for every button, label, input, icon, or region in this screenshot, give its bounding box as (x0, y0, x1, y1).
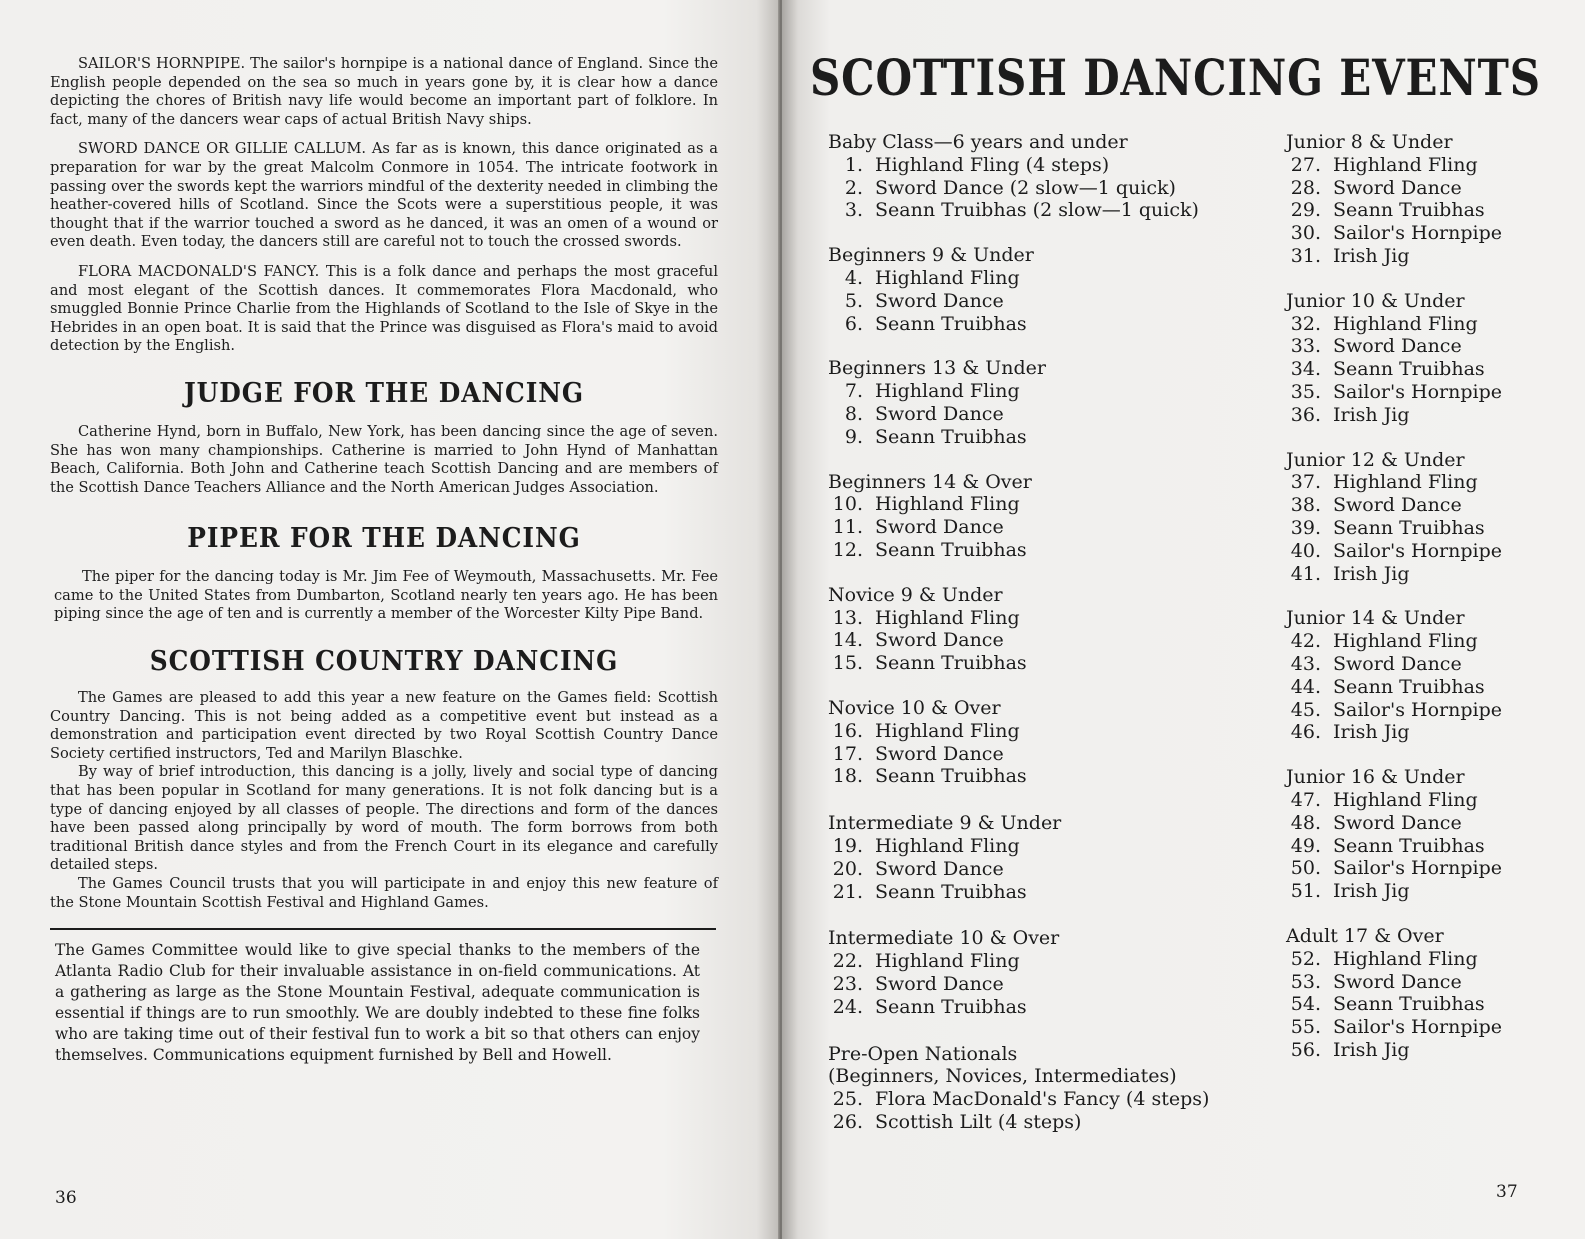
event-number: 47. (1290, 788, 1321, 811)
event-name: Seann Truibhas (875, 538, 1027, 561)
event-name: Seann Truibhas (875, 312, 1027, 335)
event-name: Sailor's Hornpipe (1333, 539, 1503, 562)
event-number: 36. (1290, 403, 1321, 426)
event-name: Highland Fling (875, 834, 1020, 857)
event-item (828, 652, 1268, 675)
event-number: 39. (1290, 516, 1321, 539)
event-item (828, 743, 1268, 766)
event-number: 22. (832, 950, 863, 973)
event-group-title: Junior 14 & Under (1286, 607, 1465, 630)
left-page (0, 0, 780, 1239)
event-group (828, 357, 1268, 448)
event-number: 41. (1290, 562, 1321, 585)
event-group (828, 471, 1268, 562)
event-item (1286, 154, 1576, 177)
country-dancing-paragraph-1: The Games are pleased to add this year a new feature on the Games field: Scottish Country Dancing. This is not being added as a competitive event but instead as a demonstration and participation event directed by two Royal Scottish Country Dance Society certified instructors, Ted and Marilyn Blaschke. (50, 689, 718, 762)
event-item (1286, 630, 1576, 653)
divider-rule (50, 928, 716, 930)
event-name: Highland Fling (1333, 153, 1478, 176)
event-name: Sword Dance (875, 972, 1004, 995)
event-item (828, 835, 1268, 858)
event-name: Highland Fling (875, 719, 1020, 742)
event-group-title: Junior 12 & Under (1286, 448, 1465, 471)
event-group-title: Intermediate 9 & Under (828, 812, 1062, 835)
event-group-title: Adult 17 & Over (1286, 924, 1444, 947)
event-name: Irish Jig (1333, 244, 1410, 267)
event-number: 24. (832, 995, 863, 1018)
event-name: Seann Truibhas (1333, 516, 1485, 539)
event-name: Highland Fling (875, 380, 1020, 403)
event-number: 15. (832, 652, 863, 675)
country-dancing-heading: SCOTTISH COUNTRY DANCING (149, 646, 619, 678)
event-group (1286, 925, 1576, 1062)
event-group (1286, 449, 1576, 586)
event-number: 53. (1290, 970, 1321, 993)
page-number-left: 36 (55, 1188, 77, 1208)
event-item (1286, 222, 1576, 245)
event-item (1286, 177, 1576, 200)
event-item (1286, 812, 1576, 835)
event-item (828, 629, 1268, 652)
event-item (828, 493, 1268, 516)
event-group-title: Novice 10 & Over (828, 696, 1001, 719)
event-group (828, 131, 1268, 222)
event-number: 4. (844, 266, 863, 289)
event-name: Sailor's Hornpipe (1333, 222, 1503, 245)
event-item (1286, 313, 1576, 336)
event-item (1286, 789, 1576, 812)
event-item (1286, 880, 1576, 903)
event-number: 33. (1290, 335, 1321, 358)
event-name: Sword Dance (875, 629, 1004, 652)
event-number: 44. (1290, 675, 1321, 698)
flora-macdonald-paragraph: FLORA MACDONALD'S FANCY. This is a folk dance and perhaps the most graceful and most elegant of the Scottish dances. It commemorates Flora Macdonald, who smuggled Bonnie Prince Charlie from the Highlands of Scotland to the Isle of Skye in the Hebrides in an open boat. It is said that the Prince was disguised as Flora's maid to avoid detection by the English. (50, 262, 718, 355)
event-name: Irish Jig (1333, 1038, 1410, 1061)
event-number: 17. (832, 742, 863, 765)
event-name: Sword Dance (2 slow—1 quick) (875, 176, 1176, 199)
event-name: Seann Truibhas (1333, 675, 1485, 698)
event-number: 10. (832, 493, 863, 516)
event-item (828, 881, 1268, 904)
event-name: Sword Dance (1333, 652, 1462, 675)
event-group (1286, 766, 1576, 903)
sailors-hornpipe-paragraph: SAILOR'S HORNPIPE. The sailor's hornpipe is a national dance of England. Since the English people depended on the sea so much in years gone by, it is clear how a dance depicting the chores of British navy life would become an important part of folklore. In fact, many of the dancers wear caps of actual British Navy ships. (50, 55, 718, 128)
event-name: Seann Truibhas (875, 880, 1027, 903)
event-group-title: Intermediate 10 & Over (828, 927, 1060, 950)
event-number: 43. (1290, 652, 1321, 675)
event-name: Sailor's Hornpipe (1333, 1016, 1503, 1039)
event-number: 19. (832, 834, 863, 857)
event-item (1286, 948, 1576, 971)
judge-paragraph: Catherine Hynd, born in Buffalo, New York, has been dancing since the age of seven. She has won many championships. Catherine is married to John Hynd of Manhattan Beach, California. Both John and Catherine teach Scottish Dancing and are members of the Scottish Dance Teachers Alliance and the North American Judges Association. (50, 422, 718, 496)
event-group-subtitle: (Beginners, Novices, Intermediates) (828, 1065, 1177, 1088)
event-group-title: Novice 9 & Under (828, 583, 1003, 606)
event-item (1286, 653, 1576, 676)
event-group (1286, 290, 1576, 427)
event-number: 1. (844, 153, 863, 176)
event-number: 18. (832, 765, 863, 788)
thanks-paragraph: The Games Committee would like to give special thanks to the members of the Atlanta Radio Club for their invaluable assistance in on-field communications. At a gathering as large as the Stone Mountain Festival, adequate communication is essential if things are to run smoothly. We are doubly indebted to these fine folks who are taking time out of their festival fun to work a bit so that others can enjoy themselves. Communications equipment furnished by Bell and Howell. (55, 941, 700, 1065)
event-item (828, 1088, 1268, 1111)
page-number-right: 37 (1496, 1182, 1518, 1202)
event-item (828, 199, 1268, 222)
event-group (828, 812, 1268, 903)
event-number: 11. (832, 516, 863, 539)
event-name: Irish Jig (1333, 721, 1410, 744)
event-item (1286, 471, 1576, 494)
event-group (828, 927, 1268, 1018)
event-group-title: Beginners 13 & Under (828, 357, 1046, 380)
event-group (1286, 131, 1576, 268)
country-dancing-paragraph-2: By way of brief introduction, this dancing is a jolly, lively and social type of dancing that has been popular in Scotland for many generations. It is not folk dancing but is a type of dancing enjoyed by all classes of people. The directions and form of the dances have been passed along principally by word of mouth. The form borrows from both traditional British dance styles and from the French Court in its elegance and carefully detailed steps. (50, 763, 718, 874)
event-name: Seann Truibhas (2 slow—1 quick) (875, 199, 1199, 222)
event-number: 48. (1290, 811, 1321, 834)
event-item (828, 403, 1268, 426)
event-name: Sword Dance (1333, 811, 1462, 834)
event-item (828, 1111, 1268, 1134)
events-column-right (1286, 131, 1576, 1062)
event-number: 31. (1290, 244, 1321, 267)
event-name: Seann Truibhas (1333, 358, 1485, 381)
event-item (1286, 835, 1576, 858)
event-item (828, 516, 1268, 539)
event-name: Highland Fling (875, 606, 1020, 629)
event-number: 49. (1290, 834, 1321, 857)
event-number: 34. (1290, 358, 1321, 381)
event-number: 6. (844, 312, 863, 335)
event-name: Seann Truibhas (1333, 199, 1485, 222)
event-group-title: Junior 10 & Under (1286, 289, 1465, 312)
event-item (828, 973, 1268, 996)
event-number: 16. (832, 719, 863, 742)
event-group (1286, 607, 1576, 744)
event-number: 7. (844, 380, 863, 403)
event-name: Flora MacDonald's Fancy (4 steps) (875, 1088, 1210, 1111)
event-item (828, 539, 1268, 562)
event-name: Scottish Lilt (4 steps) (875, 1110, 1082, 1133)
event-name: Highland Fling (4 steps) (875, 153, 1110, 176)
event-group-title: Junior 8 & Under (1286, 131, 1453, 153)
event-item (828, 380, 1268, 403)
event-name: Sword Dance (1333, 335, 1462, 358)
event-item (828, 950, 1268, 973)
event-item (1286, 335, 1576, 358)
event-number: 46. (1290, 721, 1321, 744)
event-group-title: Beginners 9 & Under (828, 244, 1034, 267)
event-item (828, 313, 1268, 336)
event-item (1286, 404, 1576, 427)
event-number: 45. (1290, 698, 1321, 721)
event-item (1286, 517, 1576, 540)
event-item (828, 267, 1268, 290)
event-name: Highland Fling (1333, 471, 1478, 494)
event-name: Highland Fling (1333, 788, 1478, 811)
event-name: Highland Fling (875, 266, 1020, 289)
event-number: 3. (844, 199, 863, 222)
event-item (828, 765, 1268, 788)
event-item (828, 996, 1268, 1019)
event-name: Highland Fling (1333, 312, 1478, 335)
event-number: 42. (1290, 630, 1321, 653)
event-item (828, 426, 1268, 449)
event-name: Sword Dance (875, 516, 1004, 539)
event-number: 51. (1290, 880, 1321, 903)
event-item (1286, 381, 1576, 404)
event-name: Sword Dance (1333, 494, 1462, 517)
event-number: 32. (1290, 312, 1321, 335)
event-number: 2. (844, 176, 863, 199)
event-name: Highland Fling (1333, 947, 1478, 970)
event-number: 55. (1290, 1016, 1321, 1039)
right-page (782, 0, 1585, 1239)
event-item (828, 720, 1268, 743)
event-name: Highland Fling (875, 493, 1020, 516)
event-name: Sword Dance (875, 289, 1004, 312)
event-name: Irish Jig (1333, 562, 1410, 585)
event-item (1286, 676, 1576, 699)
event-name: Seann Truibhas (1333, 834, 1485, 857)
event-item (828, 154, 1268, 177)
event-number: 38. (1290, 494, 1321, 517)
event-name: Sword Dance (1333, 970, 1462, 993)
event-group (828, 244, 1268, 335)
judge-heading: JUDGE FOR THE DANCING (184, 377, 584, 409)
event-item (1286, 540, 1576, 563)
event-name: Seann Truibhas (875, 995, 1027, 1018)
sword-dance-paragraph: SWORD DANCE OR GILLIE CALLUM. As far as is known, this dance originated as a preparation for war by the great Malcolm Conmore in 1054. The intricate footwork in passing over the swords kept the warriors mindful of the dexterity needed in climbing the heather-covered hills of Scotland. Since the Scots were a superstitious people, it was thought that if the warrior touched a sword as he danced, it was an omen of a wound or even death. Even today, the dancers still are careful not to touch the crossed swords. (50, 140, 718, 251)
event-number: 37. (1290, 471, 1321, 494)
event-item (828, 290, 1268, 313)
event-name: Irish Jig (1333, 880, 1410, 903)
event-number: 13. (832, 606, 863, 629)
event-item (1286, 1039, 1576, 1062)
event-group-title: Beginners 14 & Over (828, 470, 1032, 493)
event-group (828, 584, 1268, 675)
event-name: Sailor's Hornpipe (1333, 857, 1503, 880)
event-item (1286, 971, 1576, 994)
event-name: Sword Dance (1333, 176, 1462, 199)
event-item (828, 607, 1268, 630)
event-name: Irish Jig (1333, 403, 1410, 426)
country-dancing-paragraph-3: The Games Council trusts that you will participate in and enjoy this new feature of the Stone Mountain Scottish Festival and Highland Games. (50, 875, 718, 911)
event-number: 23. (832, 972, 863, 995)
event-number: 28. (1290, 176, 1321, 199)
event-group-title: Baby Class—6 years and under (828, 131, 1128, 153)
event-item (1286, 494, 1576, 517)
event-number: 25. (832, 1088, 863, 1111)
event-name: Seann Truibhas (1333, 993, 1485, 1016)
event-group (828, 697, 1268, 788)
event-item (1286, 245, 1576, 268)
event-group-title: Pre-Open Nationals (828, 1042, 1018, 1065)
event-name: Sword Dance (875, 402, 1004, 425)
event-name: Highland Fling (1333, 630, 1478, 653)
event-item (828, 177, 1268, 200)
event-name: Seann Truibhas (875, 652, 1027, 675)
event-number: 12. (832, 538, 863, 561)
event-name: Sword Dance (875, 857, 1004, 880)
event-number: 50. (1290, 857, 1321, 880)
events-column-left (828, 131, 1268, 1134)
event-number: 54. (1290, 993, 1321, 1016)
event-number: 14. (832, 629, 863, 652)
event-group (828, 1043, 1268, 1134)
event-number: 40. (1290, 539, 1321, 562)
event-number: 5. (844, 289, 863, 312)
event-name: Seann Truibhas (875, 425, 1027, 448)
event-name: Sailor's Hornpipe (1333, 698, 1503, 721)
event-number: 9. (844, 425, 863, 448)
event-number: 30. (1290, 222, 1321, 245)
event-number: 8. (844, 402, 863, 425)
event-number: 27. (1290, 153, 1321, 176)
event-item (1286, 1016, 1576, 1039)
event-name: Sword Dance (875, 742, 1004, 765)
event-item (1286, 721, 1576, 744)
event-number: 56. (1290, 1038, 1321, 1061)
event-item (828, 858, 1268, 881)
event-item (1286, 993, 1576, 1016)
events-title: SCOTTISH DANCING EVENTS (810, 48, 1541, 107)
piper-paragraph: The piper for the dancing today is Mr. Jim Fee of Weymouth, Massachusetts. Mr. Fee came to the United States from Dumbarton, Scotland nearly ten years ago. He has been piping since the age of ten and is currently a member of the Worcester Kilty Pipe Band. (54, 568, 718, 623)
piper-heading: PIPER FOR THE DANCING (187, 523, 581, 555)
event-name: Sailor's Hornpipe (1333, 380, 1503, 403)
event-item (1286, 358, 1576, 381)
event-group-title: Junior 16 & Under (1286, 766, 1465, 789)
event-number: 26. (832, 1110, 863, 1133)
event-item (1286, 199, 1576, 222)
event-number: 52. (1290, 947, 1321, 970)
event-number: 35. (1290, 380, 1321, 403)
event-name: Seann Truibhas (875, 765, 1027, 788)
event-name: Highland Fling (875, 950, 1020, 973)
event-item (1286, 563, 1576, 586)
event-number: 21. (832, 880, 863, 903)
event-number: 20. (832, 857, 863, 880)
event-item (1286, 857, 1576, 880)
event-number: 29. (1290, 199, 1321, 222)
event-item (1286, 699, 1576, 722)
